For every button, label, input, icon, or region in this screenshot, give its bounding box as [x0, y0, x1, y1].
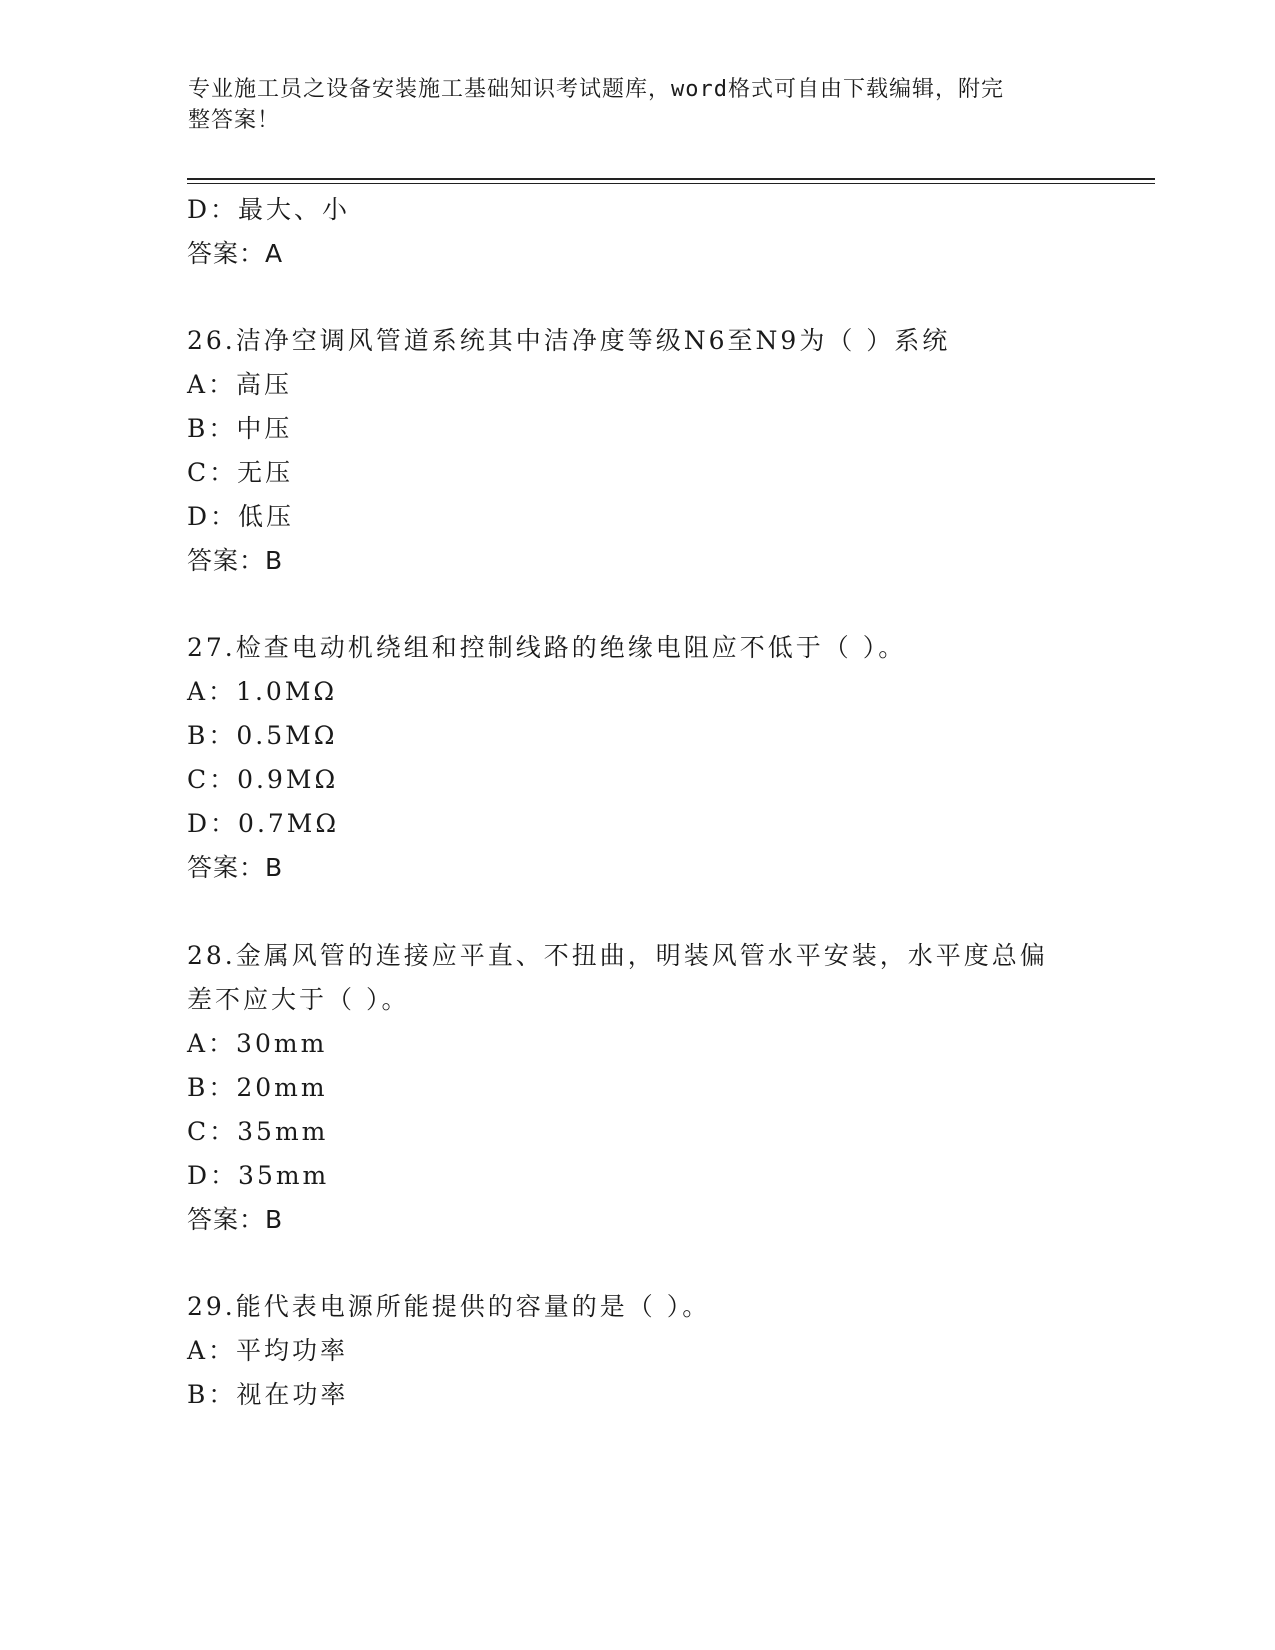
header-title-line-2: 整答案！ [188, 108, 281, 133]
q26-option-b: B：中压 [187, 414, 293, 443]
q27-option-b: B：0.5MΩ [187, 721, 338, 750]
q27-stem: 27.检查电动机绕组和控制线路的绝缘电阻应不低于（ ）。 [187, 633, 907, 662]
header-divider-thin [187, 183, 1155, 184]
q27-option-c: C：0.9MΩ [187, 765, 339, 794]
q26-option-a: A：高压 [187, 370, 293, 399]
q28-option-b: B：20mm [187, 1073, 328, 1102]
q29-option-b: B：视在功率 [187, 1380, 349, 1409]
document-header [188, 74, 1088, 136]
q28-stem-line-1: 28.金属风管的连接应平直、不扭曲，明装风管水平安装，水平度总偏 [187, 941, 1048, 970]
q26-option-c: C：无压 [187, 458, 294, 487]
q27-option-d: D：0.7MΩ [187, 809, 340, 838]
header-divider-thick [187, 178, 1155, 180]
q28-answer: 答案：B [187, 1205, 284, 1234]
q28-option-c: C：35mm [187, 1117, 329, 1146]
q29-stem: 29.能代表电源所能提供的容量的是（ ）。 [187, 1292, 711, 1321]
q27-option-a: A：1.0MΩ [187, 677, 338, 706]
q26-answer: 答案：B [187, 546, 284, 575]
header-title-line-1: 专业施工员之设备安装施工基础知识考试题库，word格式可自由下载编辑，附完 [188, 77, 1004, 102]
q26-stem: 26.洁净空调风管道系统其中洁净度等级N6至N9为（ ）系统 [187, 326, 951, 355]
q26-option-d: D：低压 [187, 502, 295, 531]
prev-option-d: D：最大、小 [187, 195, 351, 224]
q28-stem-line-2: 差不应大于（ ）。 [187, 985, 410, 1014]
q28-option-a: A：30mm [187, 1029, 328, 1058]
prev-answer: 答案：A [187, 239, 284, 268]
q29-option-a: A：平均功率 [187, 1336, 349, 1365]
q28-option-d: D：35mm [187, 1161, 330, 1190]
q27-answer: 答案：B [187, 853, 284, 882]
